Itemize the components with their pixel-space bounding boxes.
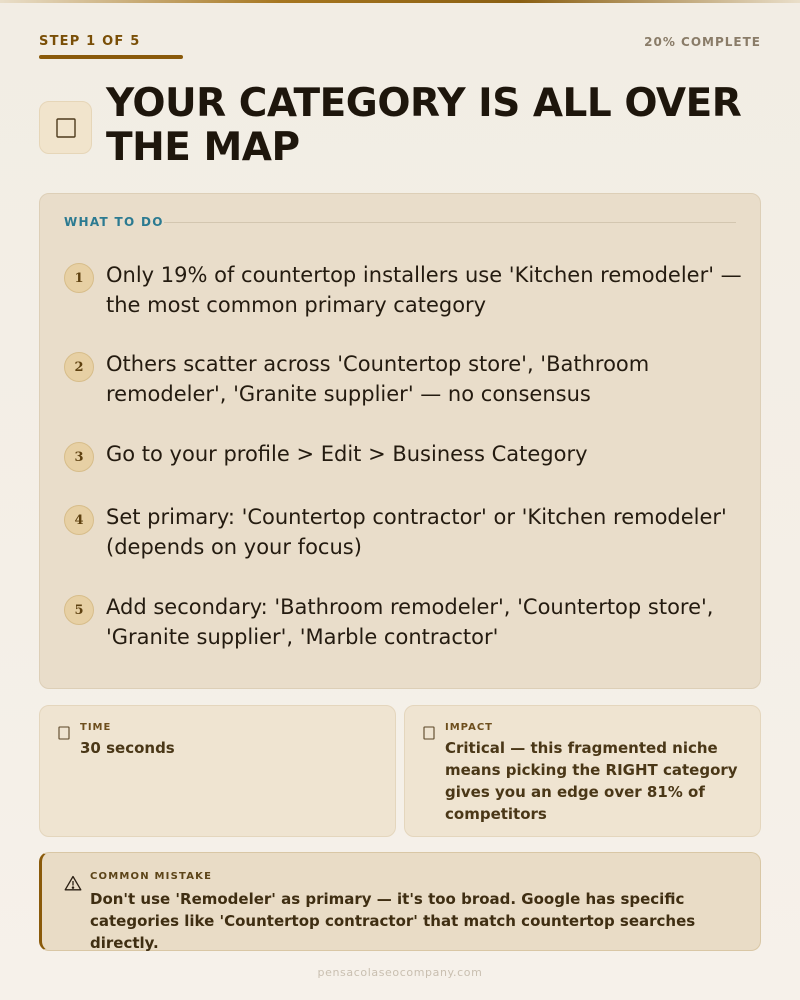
map-icon [39, 101, 92, 154]
progress-bar [39, 55, 183, 59]
step-number-badge: 3 [64, 442, 94, 472]
mistake-label: COMMON MISTAKE [90, 871, 213, 882]
step-number-badge: 1 [64, 263, 94, 293]
page-title: YOUR CATEGORY IS ALL OVER THE MAP [106, 81, 742, 170]
impact-label: IMPACT [445, 722, 493, 733]
step-number-badge: 4 [64, 505, 94, 535]
what-to-do-label: WHAT TO DO [64, 215, 164, 229]
step-text: Set primary: 'Countertop contractor' or 'Kitchen remodeler' (depends on your focus) [106, 505, 727, 559]
completion-percent: 20% COMPLETE [644, 35, 761, 49]
step-text: Go to your profile > Edit > Business Category [106, 442, 588, 466]
impact-card [404, 705, 761, 837]
warning-icon [64, 875, 82, 891]
step-text: Add secondary: 'Bathroom remodeler', 'Countertop store', 'Granite supplier', 'Marble contractor' [106, 595, 714, 649]
step-number-badge: 2 [64, 352, 94, 382]
common-mistake-card [39, 852, 761, 951]
step-number-badge: 5 [64, 595, 94, 625]
clock-icon [58, 726, 70, 740]
time-value: 30 seconds [80, 739, 175, 757]
step-text: Others scatter across 'Countertop store', 'Bathroom remodeler', 'Granite supplier' — no consensus [106, 352, 650, 406]
time-label: TIME [80, 722, 112, 733]
section-divider [164, 222, 736, 223]
top-accent-bar [0, 0, 800, 3]
footer-domain: pensacolaseocompany.com [317, 966, 483, 979]
mistake-text: Don't use 'Remodeler' as primary — it's too broad. Google has specific categories like 'Countertop contractor' that match countertop searches directly. [90, 890, 696, 952]
impact-value: Critical — this fragmented niche means picking the RIGHT category gives you an edge over 81% of competitors [445, 739, 738, 823]
step-text: Only 19% of countertop installers use 'Kitchen remodeler' — the most common primary category [106, 263, 742, 317]
chart-icon [423, 726, 435, 740]
step-indicator: STEP 1 OF 5 [39, 34, 141, 49]
time-card [39, 705, 396, 837]
what-to-do-card [39, 193, 761, 689]
